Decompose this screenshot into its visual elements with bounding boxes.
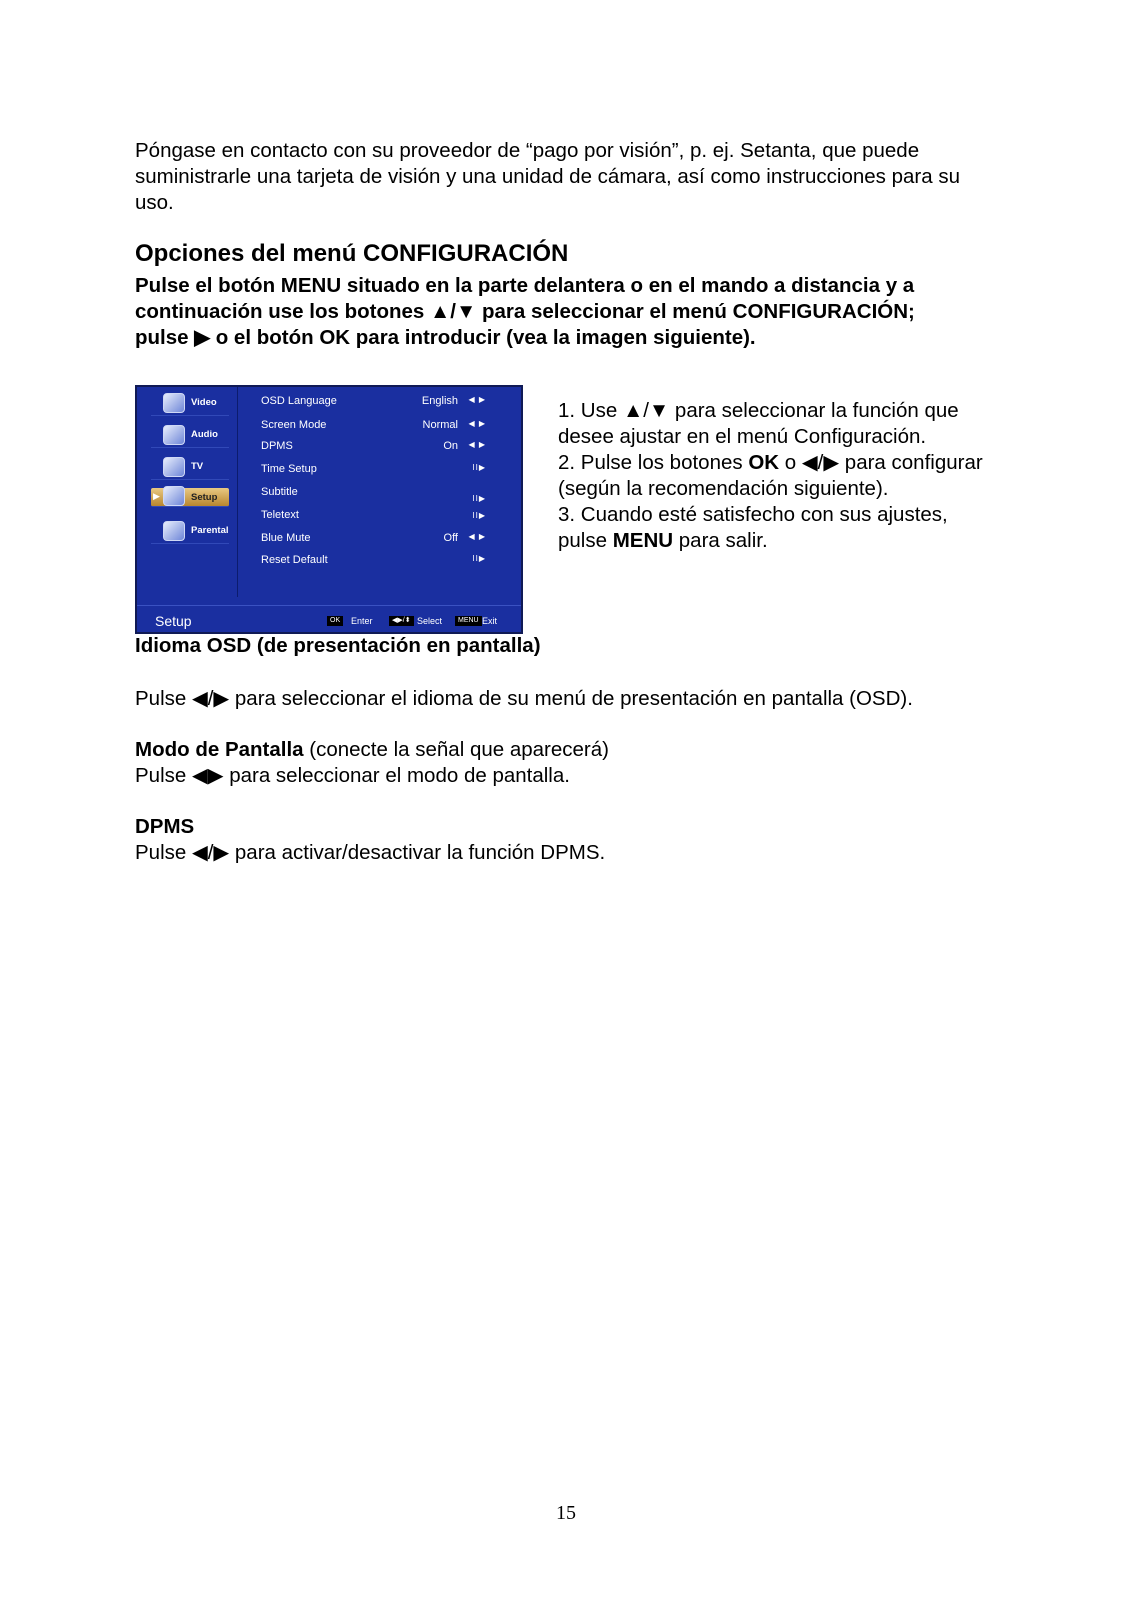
- osd-row-subtitle: [261, 486, 486, 503]
- osd-sidebar-label: Parental: [191, 525, 229, 536]
- osd-row-name: Reset Default: [261, 554, 328, 566]
- step-2-text-a: 2. Pulse los botones: [558, 451, 749, 474]
- osd-setup-menu-image: [135, 385, 523, 634]
- step-1: 1. Use ▲/▼ para seleccionar la función que desee ajustar en el menú Configuración.: [558, 399, 959, 448]
- osd-sidebar-label: Video: [191, 397, 217, 408]
- osd-language-text: Pulse ◀/▶ para seleccionar el idioma de su menú de presentación en pantalla (OSD).: [135, 687, 913, 710]
- osd-row-blue-mute: [261, 532, 486, 546]
- left-right-arrows-icon: ◀ ▶: [468, 532, 486, 541]
- left-right-arrows-icon: ◀ ▶: [468, 419, 486, 428]
- osd-row-name: Screen Mode: [261, 419, 327, 431]
- dpms-block: [135, 814, 1035, 866]
- screen-mode-title: Modo de Pantalla: [135, 738, 304, 761]
- audio-icon: [163, 425, 185, 445]
- screen-mode-text: Pulse ◀▶ para seleccionar el modo de pantalla.: [135, 764, 570, 787]
- video-icon: [163, 393, 185, 413]
- osd-language-title: Idioma OSD (de presentación en pantalla): [135, 634, 541, 657]
- osd-row-name: OSD Language: [261, 395, 337, 407]
- screen-mode-heading: [135, 737, 1035, 763]
- osd-row-value: On: [443, 440, 458, 452]
- osd-sidebar-item-audio: [151, 423, 229, 448]
- osd-row-value: Normal: [422, 419, 458, 431]
- step-3-text-b: para salir.: [673, 529, 768, 552]
- left-right-arrows-icon: ◀ ▶: [468, 395, 486, 404]
- step-2: [558, 450, 998, 502]
- osd-row-teletext: [261, 509, 486, 523]
- steps-list: [558, 398, 998, 554]
- osd-bottom-bar: [137, 605, 521, 632]
- left-right-arrows-icon: ◀ ▶: [468, 440, 486, 449]
- intro-paragraph: Póngase en contacto con su proveedor de “pago por visión”, p. ej. Setanta, que puede suministrarle una tarjeta de visión y una unidad de cámara, así como instrucciones para su uso.: [135, 139, 960, 214]
- osd-sidebar-item-parental: [151, 519, 229, 544]
- osd-sidebar-item-setup: [151, 488, 229, 507]
- osd-bottom-title: Setup: [155, 613, 192, 629]
- osd-sidebar-label: Setup: [191, 492, 218, 503]
- dpms-title: DPMS: [135, 815, 195, 838]
- dpms-text: Pulse ◀/▶ para activar/desactivar la función DPMS.: [135, 841, 606, 864]
- osd-row-dpms: [261, 440, 486, 454]
- osd-sidebar: [137, 387, 238, 597]
- osd-row-name: Blue Mute: [261, 532, 311, 544]
- page-number: 15: [556, 1502, 576, 1524]
- selection-arrow-icon: ▶: [153, 491, 160, 501]
- lead-paragraph: Pulse el botón MENU situado en la parte delantera o en el mando a distancia y a continuación use los botones ▲/▼ para seleccionar el menú CONFIGURACIÓN; pulse ▶ o el botón OK para introducir (vea la imagen siguiente).: [135, 274, 915, 349]
- select-key-label: Select: [417, 616, 443, 626]
- parental-icon: [163, 521, 185, 541]
- step-3-text-a: 3. Cuando esté satisfecho con sus ajustes, pulse: [558, 503, 948, 552]
- enter-arrow-icon: II▶: [472, 463, 486, 472]
- osd-row-reset-default: [261, 554, 486, 568]
- osd-sidebar-label: Audio: [191, 429, 218, 440]
- osd-row-value: Off: [443, 532, 458, 544]
- osd-row-screen-mode: [261, 419, 486, 433]
- enter-arrow-icon: II▶: [472, 494, 486, 503]
- screen-mode-title-suffix: (conecte la señal que aparecerá): [303, 738, 609, 761]
- menu-key-label: Exit: [482, 616, 498, 626]
- osd-row-name: Teletext: [261, 509, 299, 521]
- osd-row-name: Time Setup: [261, 463, 317, 475]
- step-2-text-b: o ◀/▶ para configurar (según la recomendación siguiente).: [558, 451, 983, 500]
- osd-row-name: DPMS: [261, 440, 293, 452]
- osd-sidebar-item-tv: [151, 455, 229, 480]
- section-title: Opciones del menú CONFIGURACIÓN: [135, 240, 569, 267]
- osd-row-value: English: [421, 395, 458, 407]
- ok-key-chip: OK: [327, 616, 343, 626]
- enter-arrow-icon: II▶: [472, 554, 486, 563]
- setup-icon: [163, 486, 185, 506]
- osd-row-name: Subtitle: [261, 486, 298, 498]
- step-2-ok: OK: [748, 451, 780, 474]
- enter-arrow-icon: II▶: [472, 511, 486, 520]
- step-3-menu: MENU: [612, 529, 674, 552]
- menu-key-chip: MENU: [455, 616, 482, 626]
- step-3: [558, 502, 998, 554]
- osd-sidebar-item-video: [151, 391, 229, 416]
- ok-key-label: Enter: [351, 616, 373, 626]
- select-key-chip: ◀▶/⬍: [389, 616, 414, 626]
- tv-icon: [163, 457, 185, 477]
- screen-mode-block: [135, 737, 1035, 789]
- osd-row-time-setup: [261, 463, 486, 477]
- osd-row-osd-language: [261, 395, 486, 409]
- osd-sidebar-label: TV: [191, 461, 204, 472]
